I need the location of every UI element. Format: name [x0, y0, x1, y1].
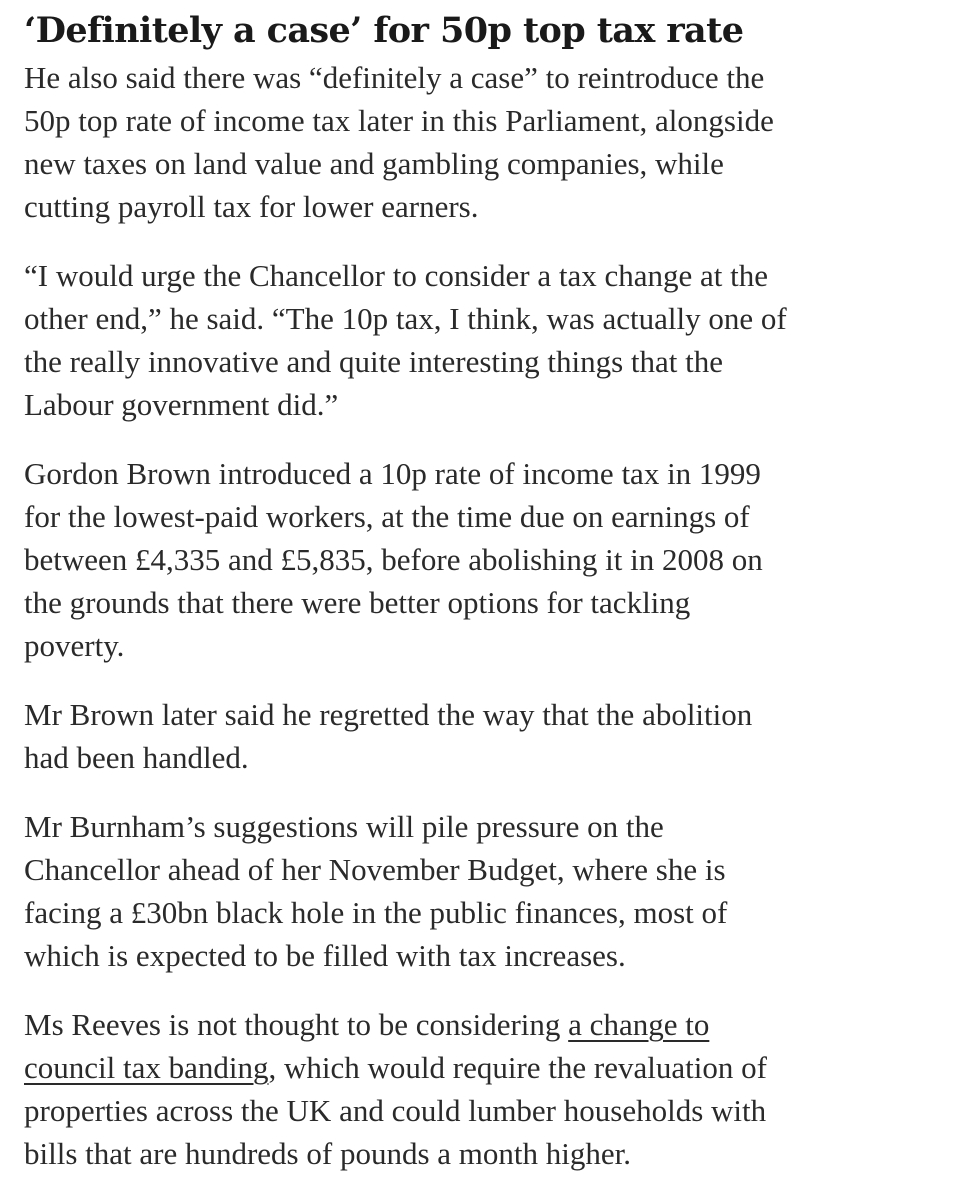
paragraph-1: [24, 56, 939, 228]
paragraph-4: [24, 693, 939, 779]
text-line: 50p top rate of income tax later in this Parliament, alongside: [24, 103, 774, 138]
text-line: facing a £30bn black hole in the public finances, most of: [24, 895, 728, 930]
text-line: for the lowest-paid workers, at the time due on earnings of: [24, 499, 750, 534]
text-segment: , which would require the revaluation of: [268, 1050, 767, 1085]
paragraph-3: [24, 452, 939, 667]
text-line: other end,” he said. “The 10p tax, I think, was actually one of: [24, 301, 787, 336]
text-line: [24, 1003, 939, 1046]
text-line: He also said there was “definitely a case” to reintroduce the: [24, 60, 765, 95]
text-line: cutting payroll tax for lower earners.: [24, 189, 479, 224]
text-line: the grounds that there were better options for tackling: [24, 585, 691, 620]
text-line: properties across the UK and could lumber households with: [24, 1093, 767, 1128]
council-tax-banding-link[interactable]: a change to: [568, 1007, 710, 1042]
text-line: “I would urge the Chancellor to consider a tax change at the: [24, 258, 769, 293]
text-line: the really innovative and quite interesting things that the: [24, 344, 724, 379]
text-line: poverty.: [24, 628, 125, 663]
text-line: bills that are hundreds of pounds a month higher.: [24, 1136, 631, 1171]
text-line: Gordon Brown introduced a 10p rate of income tax in 1999: [24, 456, 761, 491]
paragraph-6: [24, 1003, 939, 1175]
text-line: Mr Burnham’s suggestions will pile pressure on the: [24, 809, 664, 844]
text-line: which is expected to be filled with tax increases.: [24, 938, 626, 973]
text-line: [24, 1046, 939, 1089]
paragraph-5: [24, 805, 939, 977]
text-line: between £4,335 and £5,835, before abolishing it in 2008 on: [24, 542, 763, 577]
council-tax-banding-link-continued[interactable]: council tax banding: [24, 1050, 269, 1085]
text-line: had been handled.: [24, 740, 249, 775]
text-line: Mr Brown later said he regretted the way that the abolition: [24, 697, 753, 732]
article-body: [24, 8, 939, 1201]
text-line: Labour government did.”: [24, 387, 339, 422]
text-line: new taxes on land value and gambling companies, while: [24, 146, 724, 181]
text-segment: Ms Reeves is not thought to be considering: [24, 1007, 569, 1042]
paragraph-2: [24, 254, 939, 426]
text-line: Chancellor ahead of her November Budget, where she is: [24, 852, 726, 887]
section-headline: ‘Definitely a case’ for 50p top tax rate: [24, 10, 744, 51]
